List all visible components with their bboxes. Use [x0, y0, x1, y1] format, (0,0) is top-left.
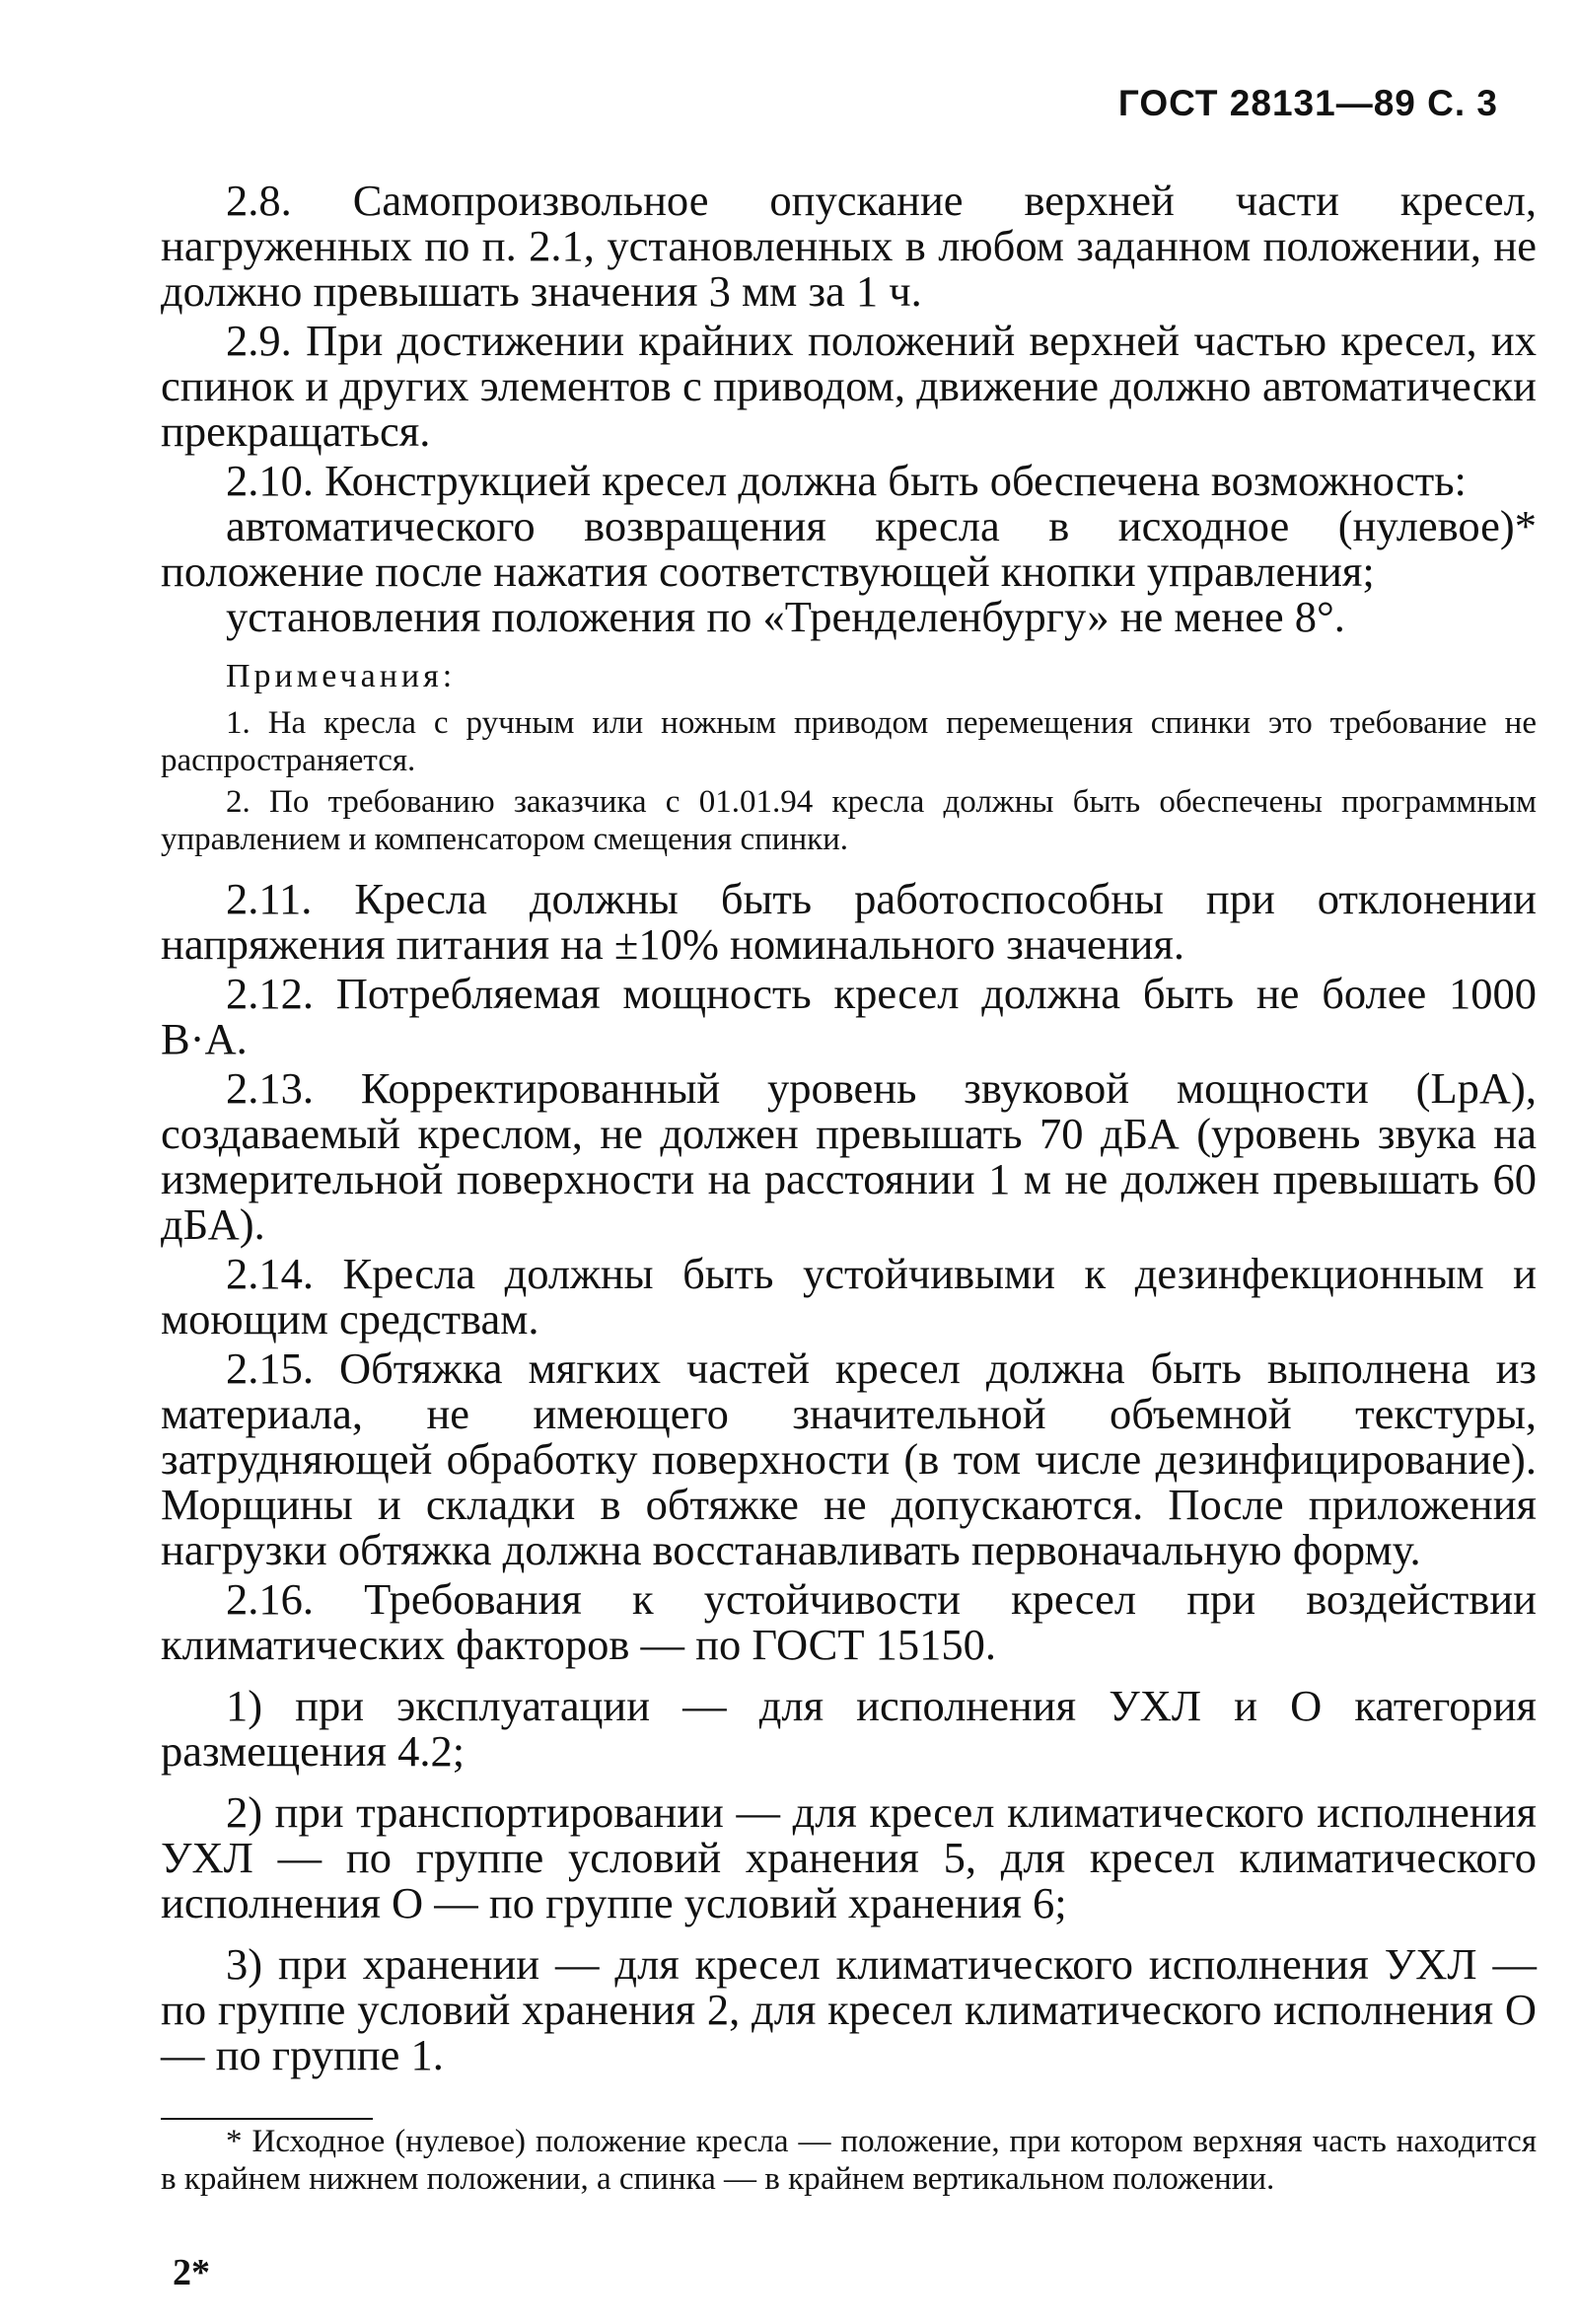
note-2: 2. По требованию заказчика с 01.01.94 кресла должны быть обеспечены программным управлением и компенсатором смещения спинки.	[161, 784, 1537, 857]
paragraph-2-13: 2.13. Корректированный уровень звуковой мощности (LpA), создаваемый креслом, не должен превышать 70 дБА (уровень звука на измерительной поверхности на расстоянии 1 м не должен превышать 60 дБА).	[161, 1063, 1537, 1249]
list-item-3: 3) при хранении — для кресел климатического исполнения УХЛ — по группе условий хранения 2, для кресел климатического исполнения О — по группе 1.	[161, 1939, 1537, 2079]
footnote-divider	[161, 2118, 373, 2120]
list-item-1: 1) при эксплуатации — для исполнения УХЛ и О категория размещения 4.2;	[161, 1681, 1537, 1776]
paragraph-2-11: 2.11. Кресла должны быть работоспособны при отклонении напряжения питания на ±10% номинального значения.	[161, 874, 1537, 969]
paragraph-2-10-item-b: установления положения по «Тренделенбургу» не менее 8°.	[226, 592, 1345, 641]
page-header: ГОСТ 28131—89 С. 3	[1117, 83, 1498, 123]
paragraph-2-10: 2.10. Конструкцией кресел должна быть обеспечена возможность:	[226, 456, 1467, 505]
list-item-2: 2) при транспортировании — для кресел климатического исполнения УХЛ — по группе условий хранения 5, для кресел климатического исполнения О — по группе условий хранения 6;	[161, 1787, 1537, 1927]
notes-title: Примечания:	[226, 658, 457, 694]
document-body	[161, 178, 1537, 2077]
paragraph-2-12: 2.12. Потребляемая мощность кресел должна быть не более 1000 В·А.	[161, 969, 1537, 1063]
paragraph-2-15: 2.15. Обтяжка мягких частей кресел должна быть выполнена из материала, не имеющего значительной объемной текстуры, затрудняющей обработку поверхности (в том числе дезинфицирование). Морщины и складки в обтяжке не допускаются. После приложения нагрузки обтяжка должна восстанавливать первоначальную форму.	[161, 1344, 1537, 1574]
note-1: 1. На кресла с ручным или ножным приводом перемещения спинки это требование не распространяется.	[161, 705, 1537, 778]
paragraph-2-9: 2.9. При достижении крайних положений верхней частью кресел, их спинок и других элементов с приводом, движение должно автоматически прекращаться.	[161, 316, 1537, 456]
paragraph-2-16: 2.16. Требования к устойчивости кресел при воздействии климатических факторов — по ГОСТ 15150.	[161, 1574, 1537, 1669]
paragraph-2-14: 2.14. Кресла должны быть устойчивыми к дезинфекционным и моющим средствам.	[161, 1249, 1537, 1344]
paragraph-2-10-item-a: автоматического возвращения кресла в исходное (нулевое)* положение после нажатия соответствующей кнопки управления;	[161, 501, 1537, 596]
page-mark: 2*	[173, 2252, 210, 2293]
footnote: * Исходное (нулевое) положение кресла — положение, при котором верхняя часть находится в крайнем нижнем положении, а спинка — в крайнем вертикальном положении.	[161, 2124, 1537, 2197]
paragraph-2-8: 2.8. Самопроизвольное опускание верхней части кресел, нагруженных по п. 2.1, установленных в любом заданном положении, не должно превышать значения 3 мм за 1 ч.	[161, 176, 1537, 316]
